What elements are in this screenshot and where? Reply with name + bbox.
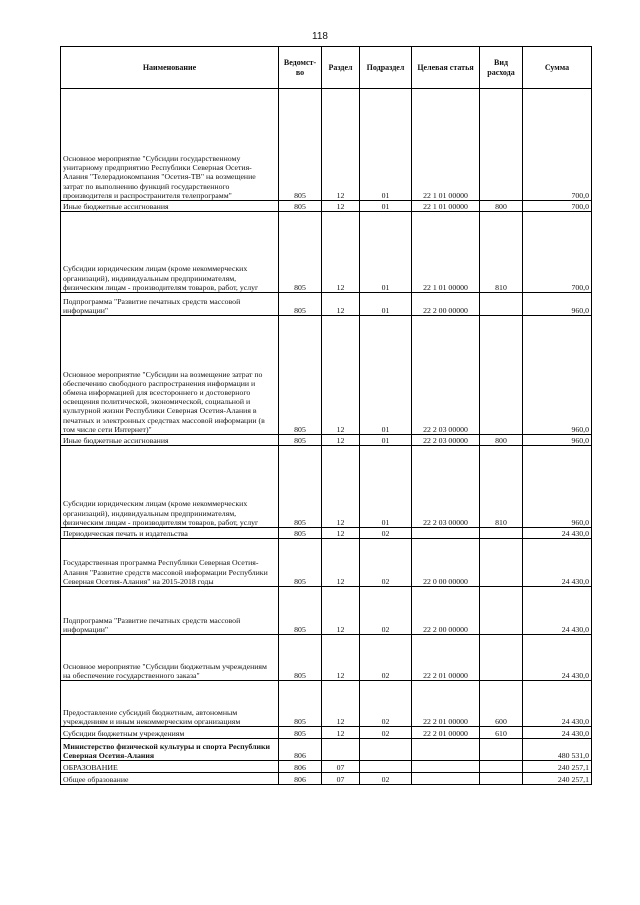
- row-exp-type: [480, 773, 523, 785]
- row-name: Субсидии бюджетным учреждениям: [61, 727, 279, 739]
- row-name: Предоставление субсидий бюджетным, автономным учреждениям и иным некоммерческим организациям: [61, 681, 279, 727]
- row-exp-type: [480, 316, 523, 435]
- row-target: 22 2 00 00000: [412, 587, 480, 635]
- row-sum: 240 257,1: [523, 773, 592, 785]
- row-sum: 240 257,1: [523, 761, 592, 773]
- row-sum: 24 430,0: [523, 727, 592, 739]
- row-exp-type: [480, 739, 523, 761]
- row-sum: 700,0: [523, 89, 592, 201]
- row-dept: 805: [279, 293, 322, 316]
- row-exp-type: 800: [480, 201, 523, 212]
- row-sum: 960,0: [523, 435, 592, 446]
- row-name: Общее образование: [61, 773, 279, 785]
- row-exp-type: [480, 539, 523, 587]
- row-sum: 24 430,0: [523, 539, 592, 587]
- row-section: 12: [322, 435, 360, 446]
- row-exp-type: [480, 587, 523, 635]
- table-row: [61, 446, 592, 528]
- table-row: [61, 635, 592, 681]
- row-target: 22 2 01 00000: [412, 681, 480, 727]
- row-exp-type: 810: [480, 212, 523, 293]
- table-row: [61, 89, 592, 201]
- row-dept: 806: [279, 773, 322, 785]
- row-name: Министерство физической культуры и спорта Республики Северная Осетия-Алания: [61, 739, 279, 761]
- row-target: 22 2 03 00000: [412, 435, 480, 446]
- row-dept: 805: [279, 435, 322, 446]
- row-dept: 805: [279, 89, 322, 201]
- table-row: [61, 528, 592, 539]
- row-target: 22 2 03 00000: [412, 446, 480, 528]
- row-section: 12: [322, 201, 360, 212]
- row-section: 12: [322, 681, 360, 727]
- row-dept: 805: [279, 587, 322, 635]
- row-name: Основное мероприятие "Субсидии государственному унитарному предприятию Республики Северная Осетия-Алания "Телерадиокомпания "Осетия-ТВ" на возмещение затрат по выполнению функций государственного производителя и распространителя телепрограмм": [61, 89, 279, 201]
- table-row: [61, 681, 592, 727]
- row-section: 12: [322, 446, 360, 528]
- table-row: [61, 316, 592, 435]
- row-section: 12: [322, 587, 360, 635]
- row-dept: 805: [279, 212, 322, 293]
- row-section: 07: [322, 761, 360, 773]
- table-row: [61, 761, 592, 773]
- row-target: [412, 761, 480, 773]
- row-exp-type: 600: [480, 681, 523, 727]
- row-name: Основное мероприятие "Субсидии на возмещение затрат по обеспечению свободного распространения информации и обмена информацией для всестороннего и достоверного освещения политической, экономической, социальной и культурной жизни Республики Северная Осетия-Алания в печатных и электронных средствах массовой информации (в том числе сети Интернет)": [61, 316, 279, 435]
- row-subsection: 02: [360, 727, 412, 739]
- row-dept: 805: [279, 539, 322, 587]
- row-target: [412, 528, 480, 539]
- row-target: [412, 739, 480, 761]
- row-exp-type: [480, 761, 523, 773]
- row-name: Субсидии юридическим лицам (кроме некоммерческих организаций), индивидуальным предпринимателям, физическим лицам - производителям товаров, работ, услуг: [61, 446, 279, 528]
- row-target: 22 2 00 00000: [412, 293, 480, 316]
- page-number: 118: [312, 31, 328, 42]
- table-row: [61, 727, 592, 739]
- row-section: 12: [322, 212, 360, 293]
- row-sum: 700,0: [523, 212, 592, 293]
- row-sum: 700,0: [523, 201, 592, 212]
- row-section: 12: [322, 635, 360, 681]
- row-subsection: 01: [360, 446, 412, 528]
- row-dept: 805: [279, 446, 322, 528]
- row-exp-type: 810: [480, 446, 523, 528]
- table-row: [61, 201, 592, 212]
- row-target: 22 1 01 00000: [412, 212, 480, 293]
- row-target: 22 1 01 00000: [412, 201, 480, 212]
- header-sum: Сумма: [523, 47, 592, 89]
- row-section: 12: [322, 727, 360, 739]
- row-name: ОБРАЗОВАНИЕ: [61, 761, 279, 773]
- table-row: [61, 435, 592, 446]
- row-sum: 24 430,0: [523, 681, 592, 727]
- row-section: 07: [322, 773, 360, 785]
- row-target: 22 1 01 00000: [412, 89, 480, 201]
- table-row: [61, 293, 592, 316]
- table-row: [61, 539, 592, 587]
- header-subsection: Подраздел: [360, 47, 412, 89]
- row-target: 22 2 01 00000: [412, 635, 480, 681]
- row-section: 12: [322, 316, 360, 435]
- row-exp-type: [480, 635, 523, 681]
- row-name: Иные бюджетные ассигнования: [61, 201, 279, 212]
- row-exp-type: [480, 528, 523, 539]
- header-target: Целевая статья: [412, 47, 480, 89]
- row-section: 12: [322, 539, 360, 587]
- row-dept: 805: [279, 635, 322, 681]
- row-exp-type: 800: [480, 435, 523, 446]
- row-name: Подпрограмма "Развитие печатных средств массовой информации": [61, 587, 279, 635]
- row-dept: 805: [279, 201, 322, 212]
- row-dept: 805: [279, 528, 322, 539]
- table-header-row: [61, 47, 592, 89]
- row-subsection: 01: [360, 201, 412, 212]
- row-dept: 805: [279, 316, 322, 435]
- row-subsection: 02: [360, 773, 412, 785]
- row-subsection: 02: [360, 587, 412, 635]
- row-dept: 805: [279, 727, 322, 739]
- row-dept: 806: [279, 761, 322, 773]
- header-dept: Ведомст-во: [279, 47, 322, 89]
- row-subsection: 01: [360, 89, 412, 201]
- budget-table: [60, 46, 592, 785]
- row-sum: 480 531,0: [523, 739, 592, 761]
- table-row: [61, 739, 592, 761]
- row-target: 22 0 00 00000: [412, 539, 480, 587]
- row-sum: 960,0: [523, 293, 592, 316]
- row-section: [322, 739, 360, 761]
- row-subsection: [360, 739, 412, 761]
- row-subsection: 02: [360, 635, 412, 681]
- table-row: [61, 773, 592, 785]
- row-name: Государственная программа Республики Северная Осетия-Алания "Развитие средств массовой информации Республики Северная Осетия-Алания" на 2015-2018 годы: [61, 539, 279, 587]
- row-subsection: 02: [360, 539, 412, 587]
- row-exp-type: 610: [480, 727, 523, 739]
- header-exp-type: Вид расхода: [480, 47, 523, 89]
- row-subsection: 01: [360, 316, 412, 435]
- table-row: [61, 587, 592, 635]
- row-target: 22 2 03 00000: [412, 316, 480, 435]
- row-subsection: 01: [360, 293, 412, 316]
- row-name: Основное мероприятие "Субсидии бюджетным учреждениям на обеспечение государственного заказа": [61, 635, 279, 681]
- row-sum: 24 430,0: [523, 587, 592, 635]
- row-dept: 806: [279, 739, 322, 761]
- row-target: [412, 773, 480, 785]
- row-dept: 805: [279, 681, 322, 727]
- row-name: Периодическая печать и издательства: [61, 528, 279, 539]
- row-sum: 24 430,0: [523, 635, 592, 681]
- row-name: Субсидии юридическим лицам (кроме некоммерческих организаций), индивидуальным предпринимателям, физическим лицам - производителям товаров, работ, услуг: [61, 212, 279, 293]
- row-subsection: 01: [360, 435, 412, 446]
- row-sum: 24 430,0: [523, 528, 592, 539]
- row-subsection: 02: [360, 528, 412, 539]
- row-name: Подпрограмма "Развитие печатных средств массовой информации": [61, 293, 279, 316]
- row-subsection: 02: [360, 681, 412, 727]
- row-section: 12: [322, 293, 360, 316]
- row-sum: 960,0: [523, 446, 592, 528]
- row-subsection: 01: [360, 212, 412, 293]
- row-section: 12: [322, 528, 360, 539]
- table-row: [61, 212, 592, 293]
- row-target: 22 2 01 00000: [412, 727, 480, 739]
- row-section: 12: [322, 89, 360, 201]
- row-sum: 960,0: [523, 316, 592, 435]
- row-exp-type: [480, 293, 523, 316]
- header-section: Раздел: [322, 47, 360, 89]
- row-subsection: [360, 761, 412, 773]
- header-name: Наименование: [61, 47, 279, 89]
- row-name: Иные бюджетные ассигнования: [61, 435, 279, 446]
- row-exp-type: [480, 89, 523, 201]
